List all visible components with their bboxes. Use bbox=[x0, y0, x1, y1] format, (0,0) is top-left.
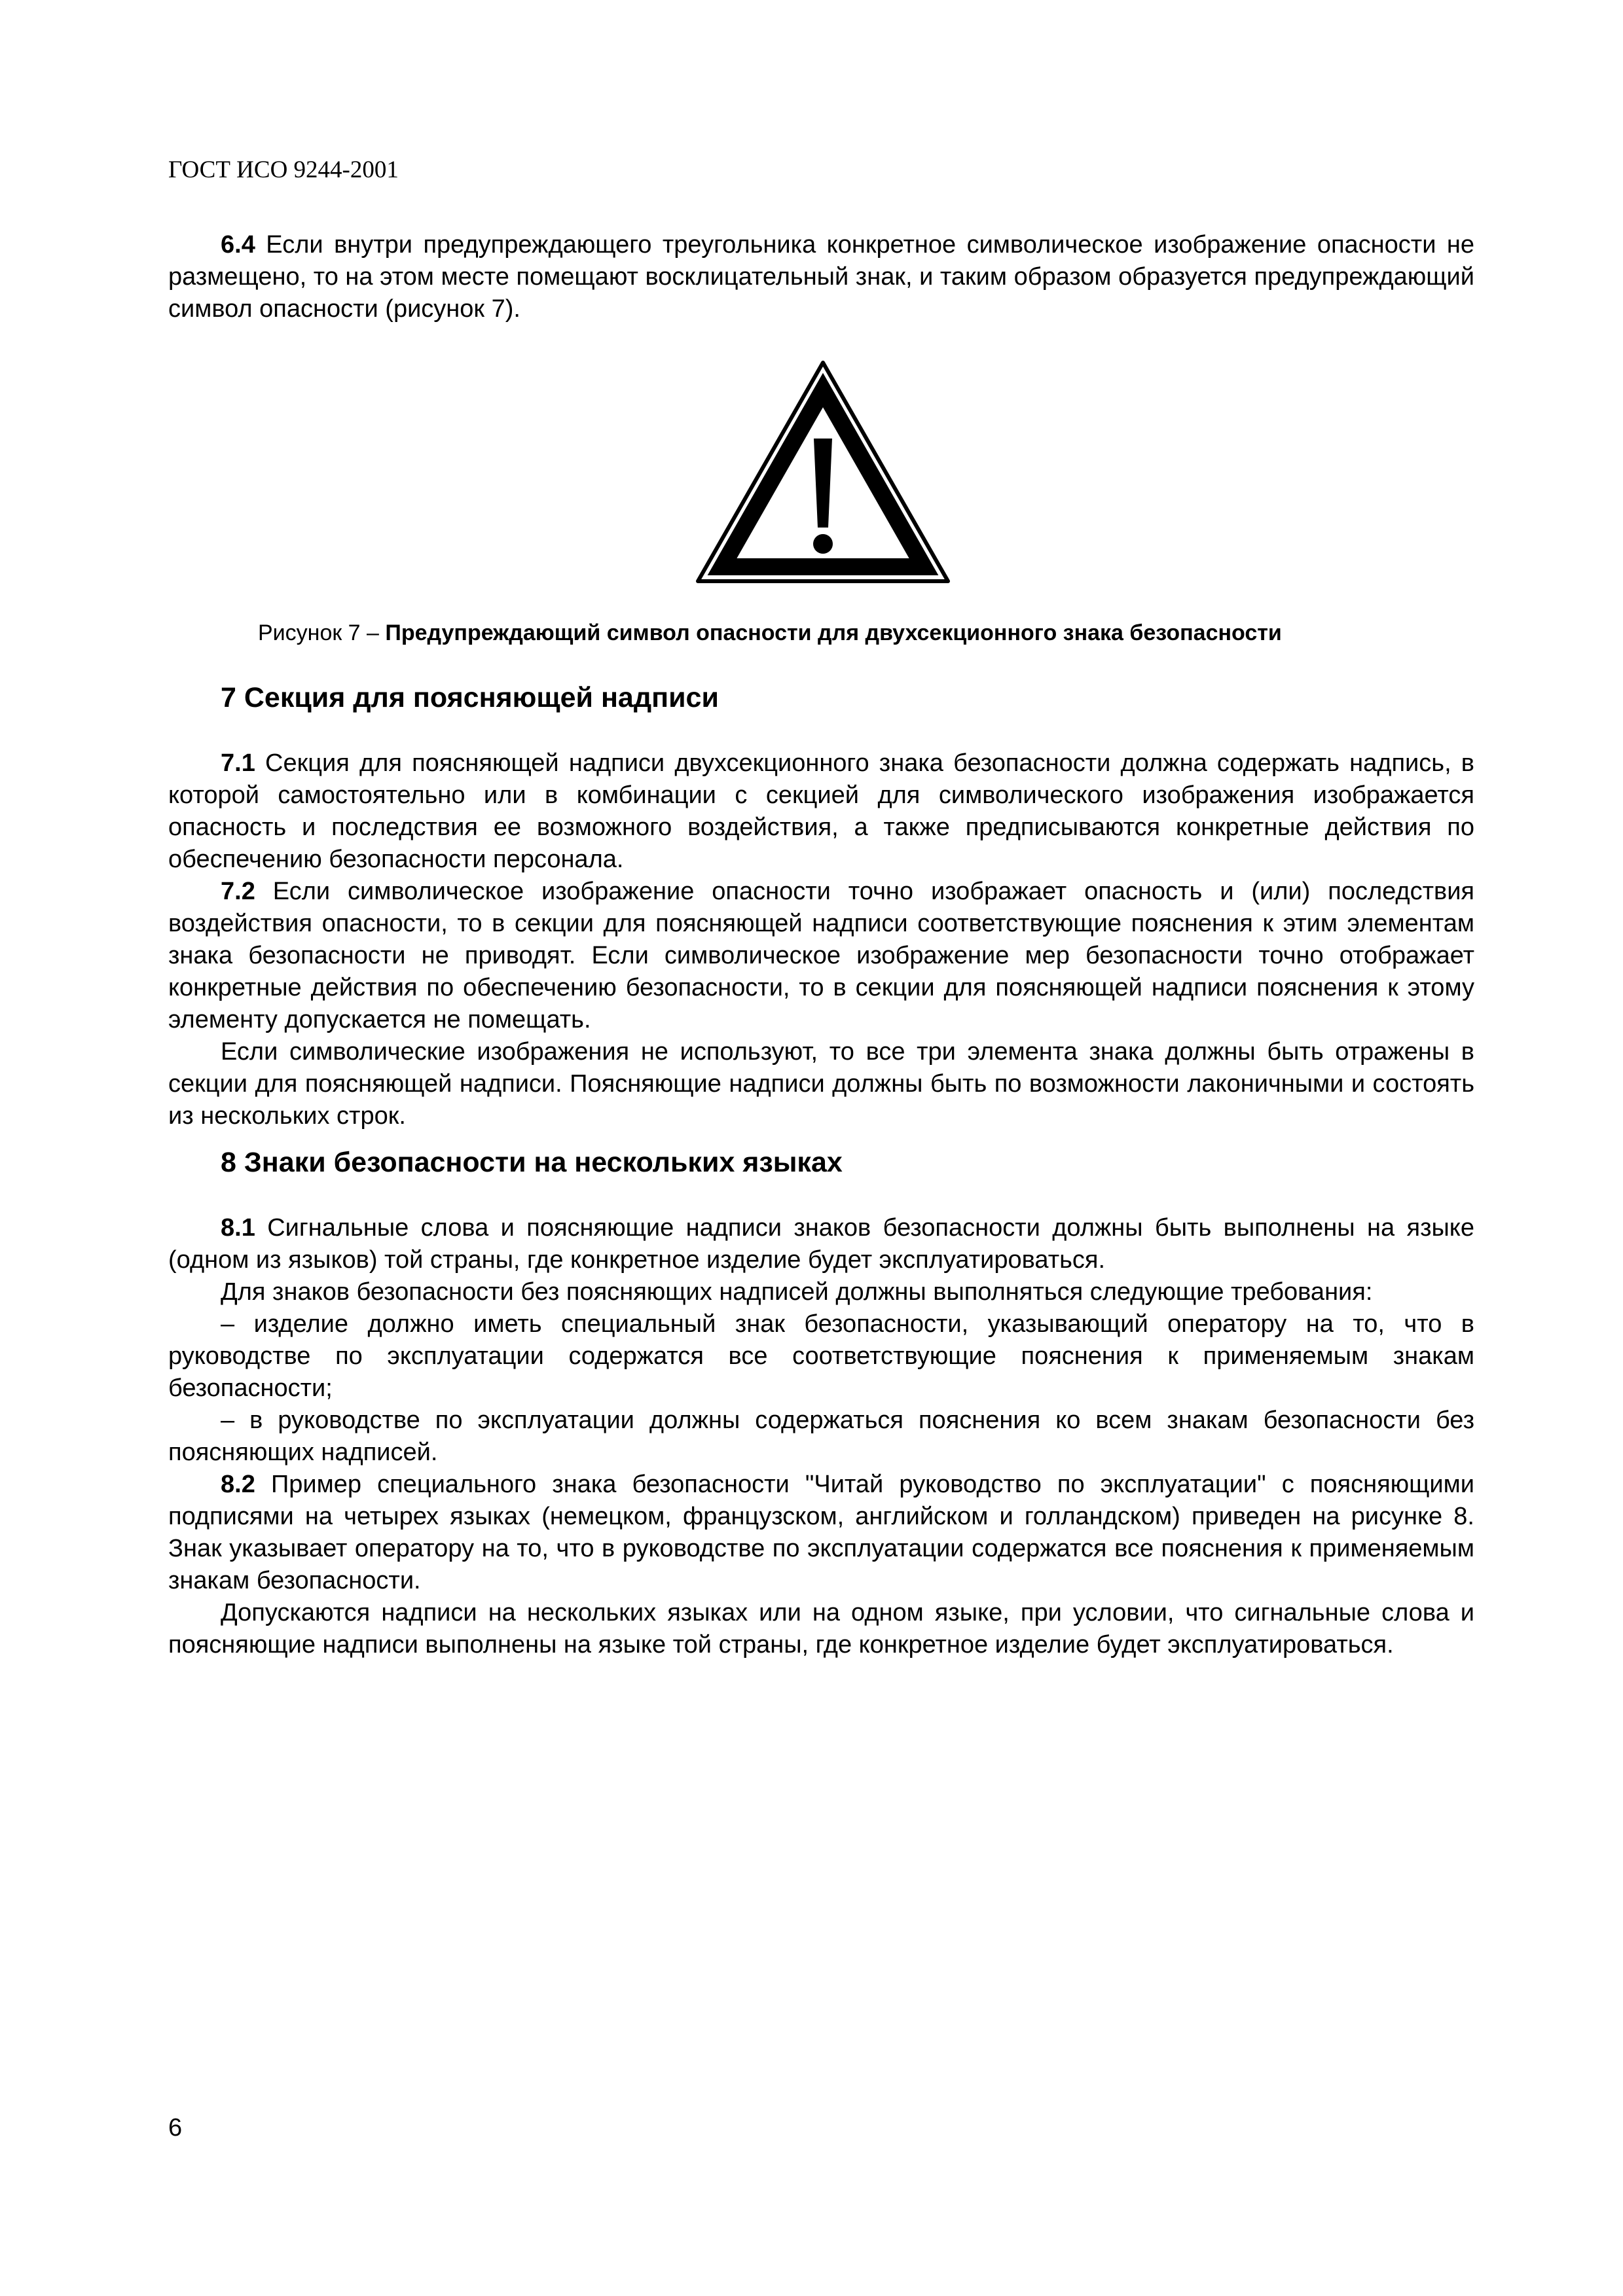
section-8 bbox=[168, 1145, 1474, 1661]
section-7 bbox=[168, 681, 1474, 1132]
paragraph-6-4-text bbox=[168, 229, 1474, 325]
paragraph-body: Если символическое изображение опасности точно изображает опасность и (или) последствия воздействия опасности, то в секции для поясняющей надписи соответствующие пояснения к этим элементам знака безопасности не приводят. Если символическое изображение мер безопасности точно отображает конкретные действия по обеспечению безопасности, то в секции для поясняющей надписи пояснения к этому элементу допускается не помещать. bbox=[168, 878, 1474, 1033]
paragraph-8-1 bbox=[168, 1212, 1474, 1276]
paragraph-8-1-continued: Для знаков безопасности без поясняющих надписей должны выполняться следующие требования: bbox=[221, 1278, 1373, 1306]
figure-7 bbox=[695, 359, 951, 585]
document-header: ГОСТ ИСО 9244-2001 bbox=[168, 156, 399, 183]
paragraph-8-2-continued: Допускаются надписи на нескольких языках или на одном языке, при условии, что сигнальные слова и поясняющие надписи выполнены на языке той страны, где конкретное изделие будет эксплуатироваться. bbox=[168, 1599, 1474, 1659]
clause-number: 8.1 bbox=[221, 1214, 255, 1242]
section-8-heading: 8 Знаки безопасности на нескольких языках bbox=[221, 1147, 843, 1178]
paragraph-7-2 bbox=[168, 876, 1474, 1036]
paragraph-7-1 bbox=[168, 747, 1474, 876]
page-number: 6 bbox=[168, 2114, 183, 2142]
paragraph-6-4 bbox=[168, 229, 1474, 325]
clause-number: 7.2 bbox=[221, 878, 255, 905]
paragraph-body: Если внутри предупреждающего треугольника конкретное символическое изображение опасности не размещено, то на этом месте помещают восклицательный знак, и таким образом образуется предупреждающий символ опасности (рисунок 7). bbox=[168, 231, 1475, 323]
paragraph-body: Секция для поясняющей надписи двухсекционного знака безопасности должна содержать надпись, в которой самостоятельно или в комбинации с секцией для символического изображения изображается опасность и последствия ее возможного воздействия, а также предписываются конкретные действия по обеспечению безопасности персонала. bbox=[168, 749, 1474, 873]
paragraph-7-2-continued: Если символические изображения не используют, то все три элемента знака должны быть отражены в секции для поясняющей надписи. Поясняющие надписи должны быть по возможности лаконичными и состоять из нескольких строк. bbox=[168, 1038, 1474, 1130]
section-7-heading: 7 Секция для поясняющей надписи bbox=[221, 682, 719, 713]
warning-triangle-exclamation-icon bbox=[695, 359, 951, 585]
list-item: – в руководстве по эксплуатации должны содержаться пояснения ко всем знакам безопасности без поясняющих надписей. bbox=[168, 1407, 1474, 1466]
clause-number: 8.2 bbox=[221, 1471, 255, 1498]
paragraph-body: Сигнальные слова и поясняющие надписи знаков безопасности должны быть выполнены на языке (одном из языков) той страны, где конкретное изделие будет эксплуатироваться. bbox=[168, 1214, 1474, 1274]
clause-number: 6.4 bbox=[221, 231, 255, 259]
caption-title: Предупреждающий символ опасности для двухсекционного знака безопасности bbox=[385, 620, 1282, 645]
caption-prefix: Рисунок 7 – bbox=[258, 620, 386, 645]
paragraph-body: Пример специального знака безопасности "Читай руководство по эксплуатации" с поясняющими подписями на четырех языках (немецком, французском, английском и голландском) приведен на рисунке 8. Знак указывает оператору на то, что в руководстве по эксплуатации содержатся все пояснения к применяемым знакам безопасности. bbox=[168, 1471, 1474, 1594]
figure-7-caption bbox=[258, 619, 1282, 647]
clause-number: 7.1 bbox=[221, 749, 255, 777]
paragraph-8-2 bbox=[168, 1469, 1474, 1597]
list-item: – изделие должно иметь специальный знак безопасности, указывающий оператору на то, что в руководстве по эксплуатации содержатся все соответствующие пояснения к применяемым знакам безопасности; bbox=[168, 1310, 1474, 1402]
